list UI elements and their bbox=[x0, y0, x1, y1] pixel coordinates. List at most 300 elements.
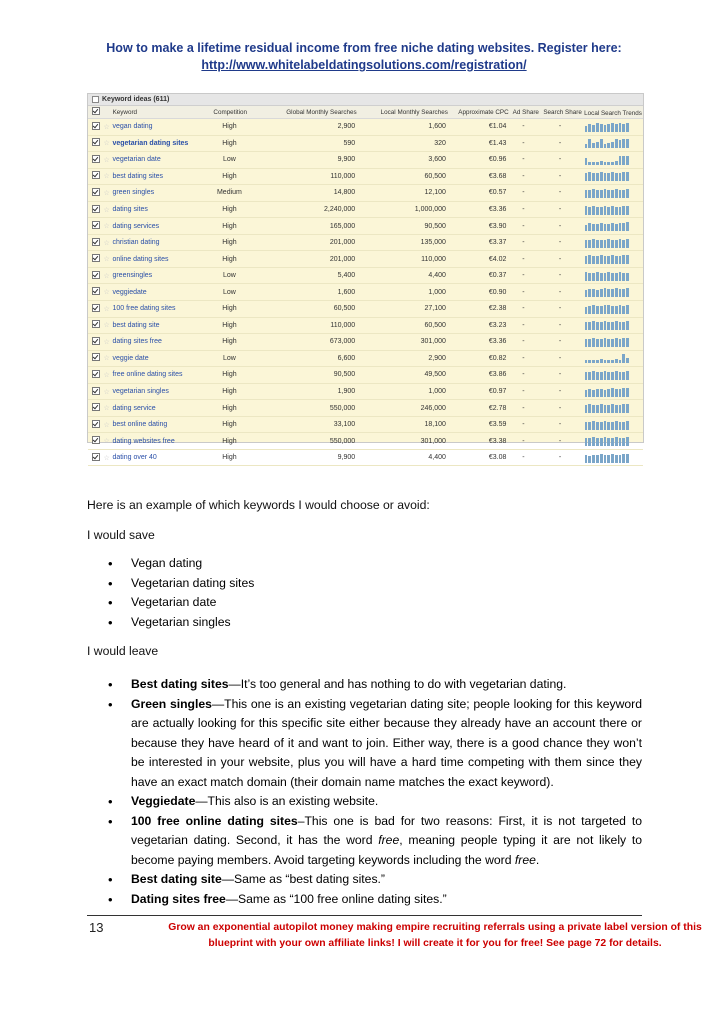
star-icon[interactable]: ☆ bbox=[103, 289, 110, 297]
trend-bar bbox=[600, 289, 603, 297]
trend-bar bbox=[604, 273, 607, 281]
trend-bar bbox=[607, 389, 610, 397]
keyword-link[interactable]: best dating sites bbox=[112, 172, 164, 180]
row-checkbox-cell bbox=[91, 287, 101, 297]
keyword-link[interactable]: green singles bbox=[112, 189, 155, 197]
search-share-cell: - bbox=[558, 123, 562, 131]
trend-bar bbox=[604, 125, 607, 132]
trend-bar bbox=[611, 339, 614, 347]
save-heading: I would save bbox=[87, 528, 155, 542]
ad-share-cell: - bbox=[522, 371, 525, 379]
trend-bar bbox=[619, 405, 622, 413]
col-keyword: Keyword bbox=[112, 108, 138, 116]
trend-sparkline bbox=[580, 304, 643, 314]
trend-bar bbox=[596, 240, 599, 248]
ad-share-cell: - bbox=[522, 172, 525, 180]
trend-bar bbox=[596, 290, 599, 297]
trend-bar bbox=[596, 272, 599, 281]
trend-bar bbox=[611, 255, 614, 264]
search-share-cell: - bbox=[558, 454, 562, 462]
trend-bar bbox=[611, 388, 614, 397]
search-share-cell: - bbox=[558, 255, 562, 263]
keyword-link[interactable]: dating sites bbox=[112, 206, 148, 213]
trend-bar bbox=[615, 124, 618, 132]
trend-bar bbox=[604, 189, 607, 198]
local-searches-cell: 2,900 bbox=[428, 354, 446, 362]
keyword-link[interactable]: greensingles bbox=[112, 272, 153, 280]
star-icon[interactable]: ☆ bbox=[103, 405, 110, 413]
trend-bar bbox=[600, 372, 603, 380]
trend-bar bbox=[619, 289, 622, 297]
global-searches-cell: 90,500 bbox=[333, 371, 356, 379]
trend-bar bbox=[607, 239, 610, 248]
trend-bar bbox=[600, 438, 603, 446]
page-number: 13 bbox=[89, 920, 104, 935]
trend-bar bbox=[619, 140, 622, 148]
ad-share-cell: - bbox=[522, 321, 525, 329]
leave-reason: Same as “100 free online dating sites.” bbox=[238, 891, 447, 906]
keyword-link[interactable]: vegetarian dating sites bbox=[112, 139, 189, 147]
trend-bar bbox=[585, 455, 588, 463]
trend-bar bbox=[611, 223, 614, 231]
cpc-cell: €3.37 bbox=[488, 239, 507, 247]
trend-bar bbox=[596, 190, 599, 198]
trend-bar bbox=[596, 405, 599, 413]
local-searches-cell: 320 bbox=[434, 139, 446, 147]
star-icon[interactable]: ☆ bbox=[103, 256, 110, 264]
trend-bar bbox=[626, 255, 629, 264]
keyword-table-body bbox=[88, 119, 643, 466]
global-searches-cell: 673,000 bbox=[329, 338, 356, 346]
trend-bar bbox=[604, 240, 607, 248]
cpc-cell: €3.38 bbox=[488, 437, 507, 445]
trend-bar bbox=[626, 273, 629, 281]
trend-bar bbox=[619, 339, 622, 347]
trend-bar bbox=[619, 123, 622, 132]
row-checkbox[interactable] bbox=[92, 254, 100, 262]
trend-bar bbox=[585, 307, 588, 314]
global-searches-cell: 201,000 bbox=[329, 239, 356, 247]
row-checkbox[interactable] bbox=[92, 370, 100, 378]
col-local-monthly-searches: Local Monthly Searches bbox=[380, 108, 448, 116]
footer-divider bbox=[87, 915, 642, 916]
keyword-link[interactable]: 100 free dating sites bbox=[112, 305, 176, 313]
trend-bar bbox=[607, 143, 610, 148]
trend-bar bbox=[626, 388, 629, 397]
competition-cell: High bbox=[222, 321, 237, 329]
trend-bar bbox=[611, 404, 614, 413]
document-header bbox=[0, 40, 728, 74]
keyword-ideas-screenshot bbox=[87, 93, 644, 462]
local-searches-cell: 3,600 bbox=[428, 156, 446, 164]
competition-cell: Low bbox=[223, 156, 236, 164]
trend-bar bbox=[626, 288, 629, 297]
keyword-ideas-title-text: Keyword ideas (611) bbox=[102, 96, 170, 103]
keyword-link[interactable]: dating services bbox=[112, 222, 160, 230]
trend-bar bbox=[600, 207, 603, 215]
trend-bar bbox=[611, 240, 614, 248]
keyword-link[interactable]: veggie date bbox=[112, 354, 149, 362]
trend-bar bbox=[604, 173, 607, 181]
trend-bar bbox=[585, 240, 588, 248]
trend-bar bbox=[596, 389, 599, 397]
cpc-cell: €0.96 bbox=[488, 156, 507, 164]
trend-sparkline bbox=[580, 387, 643, 397]
trend-bar bbox=[600, 223, 603, 231]
keyword-link[interactable]: dating websites free bbox=[112, 437, 175, 445]
trend-bar bbox=[607, 339, 610, 347]
trend-bar bbox=[592, 455, 595, 463]
star-icon[interactable]: ☆ bbox=[103, 272, 110, 280]
row-checkbox[interactable] bbox=[92, 420, 100, 428]
trend-bar bbox=[622, 172, 625, 181]
cpc-cell: €2.78 bbox=[488, 404, 507, 412]
row-checkbox[interactable] bbox=[92, 171, 100, 179]
row-checkbox-cell bbox=[91, 320, 101, 330]
trend-bar bbox=[585, 405, 588, 413]
separator: — bbox=[228, 677, 241, 691]
trend-bar bbox=[592, 305, 595, 314]
trend-sparkline bbox=[580, 420, 643, 430]
trend-bar bbox=[622, 156, 625, 165]
row-checkbox[interactable] bbox=[92, 155, 100, 163]
cpc-cell: €3.59 bbox=[488, 421, 507, 429]
trend-bar bbox=[604, 371, 607, 380]
trend-sparkline bbox=[580, 337, 643, 347]
local-searches-cell: 18,100 bbox=[424, 421, 446, 429]
ad-share-cell: - bbox=[522, 156, 525, 164]
trend-bar bbox=[615, 173, 618, 181]
trend-bar bbox=[607, 322, 610, 330]
trend-sparkline bbox=[580, 254, 643, 264]
table-row bbox=[88, 400, 643, 417]
col-search-share: Search Share bbox=[543, 108, 582, 116]
trend-sparkline bbox=[580, 453, 643, 463]
trend-bar bbox=[592, 338, 595, 347]
keyword-link[interactable]: best online dating bbox=[112, 421, 168, 429]
cpc-cell: €0.97 bbox=[488, 388, 507, 396]
row-checkbox[interactable] bbox=[92, 205, 100, 213]
trend-bar bbox=[600, 139, 603, 148]
list-item bbox=[108, 792, 642, 812]
trend-bar bbox=[607, 360, 610, 363]
star-icon[interactable]: ☆ bbox=[103, 123, 110, 131]
local-searches-cell: 135,000 bbox=[420, 239, 446, 247]
row-checkbox[interactable] bbox=[92, 387, 100, 395]
trend-bar bbox=[604, 321, 607, 330]
table-row bbox=[88, 251, 643, 268]
trend-bar bbox=[592, 224, 595, 231]
trend-bar bbox=[585, 158, 588, 165]
keyword-link[interactable]: veggiedate bbox=[112, 288, 147, 296]
competition-cell: High bbox=[222, 172, 237, 180]
trend-bar bbox=[619, 256, 622, 264]
trend-bar bbox=[592, 206, 595, 215]
keyword-link[interactable]: online dating sites bbox=[112, 255, 169, 263]
row-checkbox-cell bbox=[91, 221, 101, 231]
keyword-link[interactable]: dating over 40 bbox=[112, 454, 157, 462]
leave-term: Green singles bbox=[131, 696, 212, 711]
trend-bar bbox=[585, 206, 588, 215]
trend-bar bbox=[585, 290, 588, 297]
cpc-cell: €1.43 bbox=[488, 139, 507, 147]
keyword-link[interactable]: free online dating sites bbox=[112, 371, 183, 379]
row-checkbox-cell bbox=[91, 254, 101, 264]
star-icon[interactable]: ☆ bbox=[103, 338, 110, 346]
trend-bar bbox=[626, 206, 629, 215]
star-icon[interactable]: ☆ bbox=[103, 140, 110, 148]
keyword-link[interactable]: dating sites free bbox=[112, 338, 162, 346]
search-share-cell: - bbox=[558, 305, 562, 313]
table-row bbox=[88, 367, 643, 384]
trend-bar bbox=[585, 190, 588, 198]
row-checkbox[interactable] bbox=[92, 188, 100, 196]
trend-bar bbox=[585, 272, 588, 281]
trend-bar bbox=[619, 360, 622, 363]
competition-cell: Low bbox=[223, 354, 236, 362]
row-checkbox-cell bbox=[91, 155, 101, 165]
leave-term: Veggiedate bbox=[131, 794, 196, 808]
star-icon[interactable]: ☆ bbox=[103, 438, 110, 446]
keyword-link[interactable]: dating service bbox=[112, 404, 156, 412]
trend-bar bbox=[592, 405, 595, 413]
trend-bar bbox=[604, 144, 607, 148]
row-checkbox[interactable] bbox=[92, 238, 100, 246]
trend-bar bbox=[588, 139, 591, 148]
star-icon[interactable]: ☆ bbox=[103, 239, 110, 247]
trend-bar bbox=[600, 404, 603, 413]
list-item: • Vegetarian dating sites bbox=[108, 574, 628, 594]
trend-bar bbox=[615, 273, 618, 281]
row-checkbox-cell bbox=[91, 138, 101, 148]
local-searches-cell: 4,400 bbox=[428, 272, 446, 280]
leave-term: Best dating sites bbox=[131, 677, 229, 691]
row-checkbox-cell bbox=[91, 420, 101, 430]
competition-cell: High bbox=[222, 404, 237, 412]
search-share-cell: - bbox=[558, 206, 562, 213]
row-checkbox-cell bbox=[91, 271, 101, 281]
row-checkbox[interactable] bbox=[92, 403, 100, 411]
search-share-cell: - bbox=[558, 189, 562, 197]
global-searches-cell: 60,500 bbox=[333, 305, 356, 313]
list-item: • Vegetarian date bbox=[108, 593, 628, 613]
trend-bar bbox=[622, 388, 625, 397]
trend-sparkline bbox=[580, 320, 643, 330]
list-item bbox=[108, 890, 642, 910]
trend-bar bbox=[600, 359, 603, 363]
star-icon[interactable]: ☆ bbox=[103, 322, 110, 330]
star-icon[interactable]: ☆ bbox=[103, 421, 110, 429]
trend-bar bbox=[622, 454, 625, 463]
competition-cell: High bbox=[222, 305, 237, 313]
local-searches-cell: 1,000,000 bbox=[414, 206, 446, 213]
separator: — bbox=[195, 794, 208, 808]
registration-link[interactable]: http://www.whitelabeldatingsolutions.com/registration/ bbox=[201, 58, 527, 72]
trend-bar bbox=[588, 322, 591, 330]
star-icon[interactable]: ☆ bbox=[103, 156, 110, 164]
row-checkbox-cell bbox=[91, 370, 101, 380]
trend-bar bbox=[592, 421, 595, 430]
row-checkbox[interactable] bbox=[92, 453, 100, 461]
trend-bar bbox=[626, 305, 629, 314]
competition-cell: High bbox=[222, 139, 237, 147]
trend-bar bbox=[600, 454, 603, 463]
trend-bar bbox=[607, 272, 610, 281]
trend-bar bbox=[622, 422, 625, 430]
row-checkbox-cell bbox=[91, 205, 101, 215]
table-row bbox=[88, 450, 643, 467]
row-checkbox[interactable] bbox=[92, 221, 100, 229]
trend-bar bbox=[607, 162, 610, 165]
star-icon[interactable]: ☆ bbox=[103, 189, 110, 197]
trend-bar bbox=[622, 223, 625, 231]
trend-bar bbox=[607, 405, 610, 413]
trend-bar bbox=[592, 189, 595, 198]
list-item bbox=[108, 870, 642, 890]
row-checkbox[interactable] bbox=[92, 122, 100, 130]
row-checkbox-cell bbox=[91, 403, 101, 413]
list-item bbox=[108, 695, 642, 793]
keyword-link[interactable]: vegetarian singles bbox=[112, 388, 169, 396]
ad-share-cell: - bbox=[522, 305, 525, 313]
competition-cell: High bbox=[222, 239, 237, 247]
trend-sparkline bbox=[580, 138, 643, 148]
trend-bar bbox=[585, 372, 588, 380]
separator: – bbox=[297, 813, 305, 828]
trend-bar bbox=[607, 422, 610, 430]
ad-share-cell: - bbox=[522, 454, 525, 462]
collapse-toggle-icon bbox=[92, 96, 99, 103]
trend-bar bbox=[611, 322, 614, 330]
competition-cell: Medium bbox=[216, 189, 242, 197]
col-ad-share: Ad Share bbox=[512, 108, 539, 116]
trend-bar bbox=[626, 123, 629, 132]
trend-bar bbox=[596, 455, 599, 463]
trend-bar bbox=[611, 273, 614, 281]
trend-bar bbox=[592, 256, 595, 264]
trend-bar bbox=[592, 360, 595, 363]
list-item: • Vegetarian singles bbox=[108, 613, 628, 633]
local-searches-cell: 301,000 bbox=[420, 338, 446, 346]
trend-bar bbox=[622, 273, 625, 281]
trend-bar bbox=[611, 142, 614, 148]
row-checkbox[interactable] bbox=[92, 304, 100, 312]
trend-bar bbox=[622, 338, 625, 347]
leave-reason-cont: , meaning people typing it are not likely to become paying members. Avoid targeting keywords including the word bbox=[131, 833, 642, 867]
trend-bar bbox=[600, 273, 603, 281]
trend-bar bbox=[615, 161, 618, 165]
trend-bar bbox=[622, 404, 625, 413]
row-checkbox-cell bbox=[91, 304, 101, 314]
search-share-cell: - bbox=[558, 272, 562, 280]
footer-promo bbox=[150, 920, 720, 952]
trend-bar bbox=[596, 123, 599, 132]
star-icon[interactable]: ☆ bbox=[103, 223, 110, 231]
trend-bar bbox=[596, 173, 599, 181]
local-searches-cell: 49,500 bbox=[424, 371, 446, 379]
trend-bar bbox=[585, 322, 588, 330]
trend-bar bbox=[585, 422, 588, 430]
trend-bar bbox=[592, 371, 595, 380]
trend-sparkline bbox=[580, 221, 643, 231]
leave-term: Dating sites free bbox=[131, 891, 226, 906]
star-icon[interactable]: ☆ bbox=[103, 371, 110, 379]
trend-bar bbox=[600, 124, 603, 132]
competition-cell: High bbox=[222, 123, 237, 131]
trend-bar bbox=[622, 306, 625, 314]
trend-bar bbox=[604, 206, 607, 215]
table-row bbox=[88, 152, 643, 169]
keyword-link[interactable]: christian dating bbox=[112, 239, 160, 247]
competition-cell: High bbox=[222, 338, 237, 346]
global-searches-cell: 165,000 bbox=[329, 222, 356, 230]
row-checkbox[interactable] bbox=[92, 436, 100, 444]
star-icon[interactable]: ☆ bbox=[103, 305, 110, 313]
trend-bar bbox=[600, 172, 603, 181]
search-share-cell: - bbox=[558, 388, 562, 396]
row-checkbox[interactable] bbox=[92, 271, 100, 279]
keyword-link[interactable]: vegan dating bbox=[112, 123, 153, 131]
table-row bbox=[88, 202, 643, 219]
row-checkbox[interactable] bbox=[92, 138, 100, 146]
trend-bar bbox=[607, 372, 610, 380]
search-share-cell: - bbox=[558, 156, 562, 164]
search-share-cell: - bbox=[558, 139, 562, 147]
header-checkbox-cell bbox=[91, 107, 101, 117]
trend-bar bbox=[588, 456, 591, 463]
trend-bar bbox=[604, 305, 607, 314]
star-icon[interactable]: ☆ bbox=[103, 206, 110, 214]
trend-bar bbox=[588, 389, 591, 397]
trend-bar bbox=[622, 240, 625, 248]
keyword-link[interactable]: best dating site bbox=[112, 321, 160, 329]
trend-bar bbox=[592, 239, 595, 248]
trend-bar bbox=[592, 162, 595, 165]
separator: — bbox=[211, 696, 225, 711]
cpc-cell: €1.04 bbox=[488, 123, 507, 131]
trend-bar bbox=[626, 172, 629, 181]
trend-bar bbox=[622, 354, 625, 363]
trend-bar bbox=[588, 360, 591, 363]
trend-sparkline bbox=[580, 171, 643, 181]
col-global-monthly-searches: Global Monthly Searches bbox=[286, 108, 357, 116]
row-checkbox[interactable] bbox=[92, 320, 100, 328]
trend-bar bbox=[600, 422, 603, 430]
search-share-cell: - bbox=[558, 288, 562, 296]
local-searches-cell: 1,600 bbox=[428, 123, 446, 131]
trend-bar bbox=[611, 190, 614, 198]
ad-share-cell: - bbox=[522, 354, 525, 362]
keyword-link[interactable]: vegetarian date bbox=[112, 156, 161, 164]
row-checkbox[interactable] bbox=[92, 287, 100, 295]
star-icon[interactable]: ☆ bbox=[103, 388, 110, 396]
col-local-search-trends: Local Search Trends bbox=[584, 110, 642, 117]
cpc-cell: €3.08 bbox=[488, 454, 507, 462]
star-icon[interactable]: ☆ bbox=[103, 173, 110, 181]
star-icon[interactable]: ☆ bbox=[103, 454, 110, 462]
trend-bar bbox=[607, 256, 610, 264]
star-icon[interactable]: ☆ bbox=[103, 355, 110, 363]
trend-bar bbox=[607, 173, 610, 181]
trend-sparkline bbox=[580, 155, 643, 165]
row-checkbox[interactable] bbox=[92, 337, 100, 345]
cpc-cell: €3.68 bbox=[488, 172, 507, 180]
row-checkbox-cell bbox=[91, 188, 101, 198]
row-checkbox[interactable] bbox=[92, 353, 100, 361]
trend-bar bbox=[626, 338, 629, 347]
table-row bbox=[88, 433, 643, 450]
trend-bar bbox=[604, 437, 607, 446]
